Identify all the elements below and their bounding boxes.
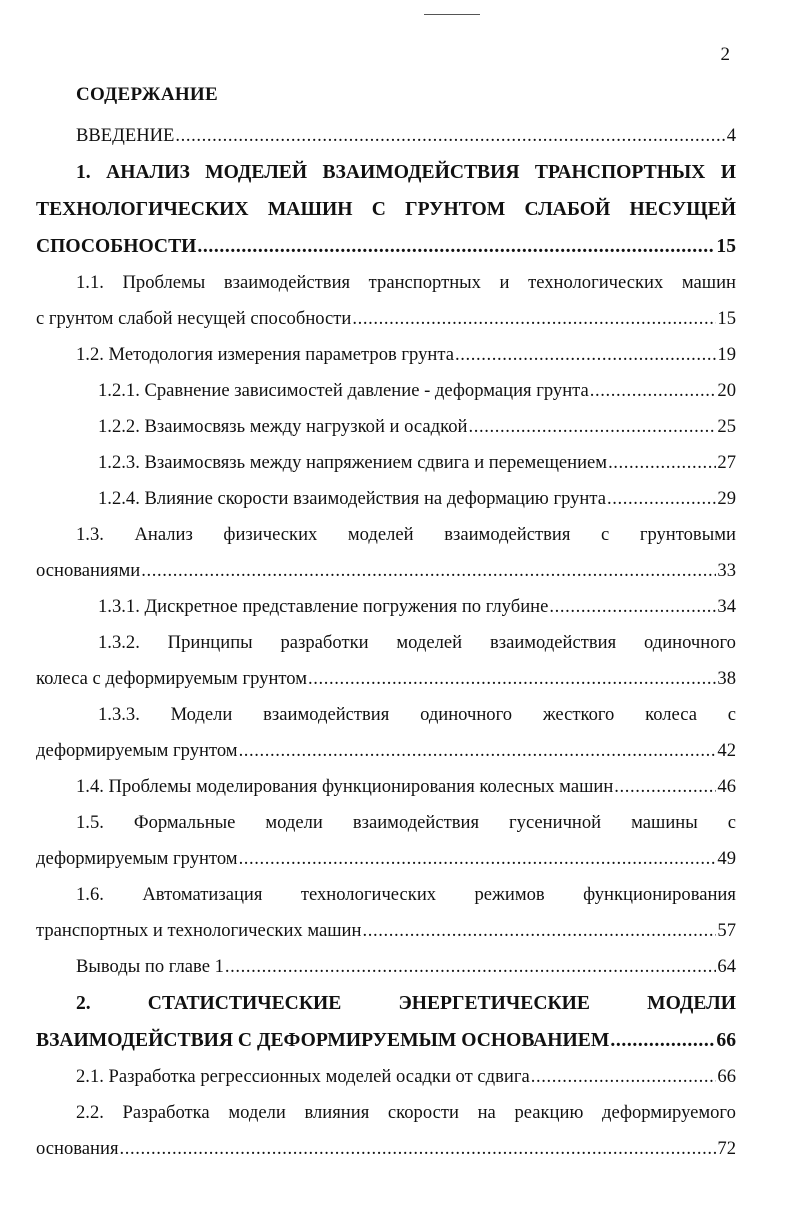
toc-text: 1.2.1. Сравнение зависимостей давление - деформация грунта	[98, 380, 589, 401]
toc-text: деформируемым грунтом	[36, 740, 238, 761]
toc-line	[36, 733, 736, 769]
toc-text: транспортных и технологических машин	[36, 920, 362, 941]
toc-line	[36, 1095, 736, 1131]
toc-entry-s1_3_1	[36, 589, 736, 625]
toc-text: взаимодействия	[223, 272, 351, 293]
toc-page-number: 64	[717, 956, 736, 977]
toc-entry-s1_3	[36, 517, 736, 589]
toc-text: с	[727, 812, 736, 833]
toc-page-number: 20	[717, 380, 736, 401]
toc-text: колеса	[645, 704, 697, 725]
toc-line	[36, 191, 736, 228]
toc-text: физических	[223, 524, 318, 545]
toc-page-number: 27	[717, 452, 736, 473]
toc-text: Выводы по главе 1	[76, 956, 224, 977]
toc-text: Разработка	[122, 1102, 210, 1123]
toc-entry-s1_2_2	[36, 409, 736, 445]
toc-text: СТАТИСТИЧЕСКИЕ	[147, 993, 342, 1014]
toc-entry-s2_1	[36, 1059, 736, 1095]
toc-line	[36, 877, 736, 913]
toc-entry-s1_1	[36, 265, 736, 337]
toc-text: с грунтом слабой несущей способности	[36, 308, 352, 329]
toc-page-number: 42	[717, 740, 736, 761]
dot-leader	[590, 373, 717, 409]
toc-text: МАШИН	[267, 199, 353, 220]
toc-line	[36, 805, 736, 841]
toc-text: Принципы	[167, 632, 253, 653]
toc-line	[36, 661, 736, 697]
dot-leader	[308, 661, 716, 697]
dot-leader	[120, 1131, 717, 1167]
toc-line	[36, 445, 736, 481]
toc-entry-s1_6	[36, 877, 736, 949]
toc-text: 1.6.	[76, 884, 104, 905]
toc-text: модели	[265, 812, 323, 833]
toc-text: 2.1. Разработка регрессионных моделей осадки от сдвига	[76, 1066, 530, 1087]
dot-leader	[197, 228, 715, 265]
dot-leader	[239, 841, 717, 877]
toc-text: С	[371, 199, 386, 220]
toc-text: МОДЕЛЕЙ	[205, 162, 308, 183]
toc-text: машин	[681, 272, 736, 293]
toc-text: ВВЕДЕНИЕ	[76, 125, 175, 146]
toc-entry-s1_3_3	[36, 697, 736, 769]
toc-page-number: 66	[717, 1066, 736, 1087]
toc-text: модели	[228, 1102, 286, 1123]
toc-text: с	[600, 524, 610, 545]
dot-leader	[531, 1059, 717, 1095]
toc-text: МОДЕЛИ	[647, 993, 736, 1014]
toc-line	[36, 697, 736, 733]
toc-text: Формальные	[133, 812, 236, 833]
toc-text: ВЗАИМОДЕЙСТВИЯ	[322, 162, 520, 183]
dot-leader	[608, 445, 716, 481]
toc-line	[36, 769, 736, 805]
toc-entry-concl1	[36, 949, 736, 985]
toc-page-number: 25	[717, 416, 736, 437]
toc-page-number: 19	[717, 344, 736, 365]
toc-text: СЛАБОЙ	[524, 199, 611, 220]
toc-text: СПОСОБНОСТИ	[36, 236, 197, 257]
toc-text: 1.2.4. Влияние скорости взаимодействия на деформацию грунта	[98, 488, 606, 509]
toc-text: гусеничной	[509, 812, 602, 833]
toc-text: 1.3.	[76, 524, 104, 545]
toc-text: с	[727, 704, 736, 725]
toc-text: грунтовыми	[639, 524, 736, 545]
toc-line	[36, 1059, 736, 1095]
toc-text: деформируемого	[602, 1102, 736, 1123]
dot-leader	[141, 553, 716, 589]
toc-line	[36, 553, 736, 589]
toc-page-number: 15	[717, 308, 736, 329]
dot-leader	[468, 409, 716, 445]
toc-text: 1.1.	[76, 272, 104, 293]
toc-text: моделей	[347, 524, 414, 545]
toc-text: ВЗАИМОДЕЙСТВИЯ С ДЕФОРМИРУЕМЫМ ОСНОВАНИЕМ	[36, 1030, 610, 1051]
dot-leader	[607, 481, 716, 517]
table-of-contents	[36, 118, 736, 1167]
dot-leader	[352, 301, 716, 337]
scan-artifact	[424, 14, 480, 15]
toc-text: АНАЛИЗ	[106, 162, 190, 183]
dot-leader	[455, 337, 716, 373]
toc-line	[36, 154, 736, 191]
toc-text: взаимодействия	[352, 812, 480, 833]
toc-text: разработки	[280, 632, 369, 653]
toc-text: Модели	[170, 704, 233, 725]
toc-line	[36, 985, 736, 1022]
toc-text: 1.4. Проблемы моделирования функционирования колесных машин	[76, 776, 614, 797]
toc-text: основаниями	[36, 560, 141, 581]
toc-text: и	[499, 272, 510, 293]
toc-entry-s2_2	[36, 1095, 736, 1167]
toc-text: Проблемы	[122, 272, 206, 293]
toc-text: Автоматизация	[142, 884, 263, 905]
toc-page-number: 34	[717, 596, 736, 617]
toc-text: технологических	[300, 884, 437, 905]
toc-line	[36, 949, 736, 985]
toc-text: на	[477, 1102, 496, 1123]
toc-line	[36, 625, 736, 661]
toc-entry-s1_3_2	[36, 625, 736, 697]
toc-line	[36, 913, 736, 949]
toc-entry-ch1	[36, 154, 736, 265]
toc-line	[36, 841, 736, 877]
dot-leader	[239, 733, 717, 769]
toc-text: взаимодействия	[444, 524, 571, 545]
toc-text: взаимодействия	[489, 632, 617, 653]
toc-text: 1.	[76, 162, 91, 183]
toc-text: влияния	[304, 1102, 370, 1123]
toc-line	[36, 301, 736, 337]
dot-leader	[614, 769, 716, 805]
toc-line	[36, 409, 736, 445]
toc-page-number: 46	[717, 776, 736, 797]
toc-text: 1.2.2. Взаимосвязь между нагрузкой и осадкой	[98, 416, 468, 437]
toc-entry-s1_2_3	[36, 445, 736, 481]
toc-text: Анализ	[134, 524, 193, 545]
toc-page-number: 33	[717, 560, 736, 581]
toc-entry-vved	[36, 118, 736, 154]
page-number: 2	[720, 44, 730, 65]
toc-page-number: 72	[717, 1138, 736, 1159]
toc-entry-s1_2_1	[36, 373, 736, 409]
toc-text: 2.2.	[76, 1102, 104, 1123]
toc-page-number: 49	[717, 848, 736, 869]
toc-text: 1.3.1. Дискретное представление погружения по глубине	[98, 596, 549, 617]
toc-line	[36, 517, 736, 553]
dot-leader	[610, 1022, 715, 1059]
toc-text: ГРУНТОМ	[405, 199, 506, 220]
toc-text: одиночного	[643, 632, 736, 653]
dot-leader	[175, 118, 725, 154]
toc-entry-ch2	[36, 985, 736, 1059]
toc-text: колеса с деформируемым грунтом	[36, 668, 307, 689]
toc-line	[36, 337, 736, 373]
toc-entry-s1_2_4	[36, 481, 736, 517]
toc-text: 1.2.3. Взаимосвязь между напряжением сдвига и перемещением	[98, 452, 608, 473]
toc-text: ТРАНСПОРТНЫХ	[534, 162, 706, 183]
toc-entry-s1_5	[36, 805, 736, 877]
toc-page-number: 66	[716, 1030, 736, 1051]
toc-text: 2.	[76, 993, 91, 1014]
toc-text: ЭНЕРГЕТИЧЕСКИЕ	[398, 993, 590, 1014]
toc-line	[36, 589, 736, 625]
toc-text: 1.2. Методология измерения параметров грунта	[76, 344, 454, 365]
dot-leader	[362, 913, 716, 949]
toc-line	[36, 1022, 736, 1059]
toc-text: НЕСУЩЕЙ	[629, 199, 736, 220]
dot-leader	[549, 589, 716, 625]
toc-text: ТЕХНОЛОГИЧЕСКИХ	[36, 199, 249, 220]
toc-text: одиночного	[420, 704, 513, 725]
toc-text: жесткого	[542, 704, 615, 725]
toc-line	[36, 118, 736, 154]
toc-text: транспортных	[368, 272, 481, 293]
toc-line	[36, 228, 736, 265]
toc-text: взаимодействия	[263, 704, 390, 725]
toc-page-number: 29	[717, 488, 736, 509]
toc-text: 1.3.2.	[98, 632, 140, 653]
toc-text: скорости	[387, 1102, 459, 1123]
toc-page-number: 4	[726, 125, 736, 146]
toc-text: машины	[631, 812, 698, 833]
toc-entry-s1_4	[36, 769, 736, 805]
toc-text: режимов	[474, 884, 545, 905]
toc-line	[36, 1131, 736, 1167]
toc-text: деформируемым грунтом	[36, 848, 238, 869]
toc-line	[36, 265, 736, 301]
toc-page-number: 15	[716, 236, 736, 257]
toc-page-number: 57	[717, 920, 736, 941]
toc-text: основания	[36, 1138, 119, 1159]
toc-title: СОДЕРЖАНИЕ	[76, 84, 218, 105]
toc-line	[36, 481, 736, 517]
toc-text: функционирования	[583, 884, 736, 905]
toc-text: 1.5.	[76, 812, 104, 833]
toc-text: И	[720, 162, 736, 183]
toc-text: реакцию	[514, 1102, 584, 1123]
toc-entry-s1_2	[36, 337, 736, 373]
toc-text: моделей	[396, 632, 463, 653]
toc-text: 1.3.3.	[98, 704, 140, 725]
dot-leader	[225, 949, 717, 985]
toc-page-number: 38	[717, 668, 736, 689]
toc-line	[36, 373, 736, 409]
toc-text: технологических	[528, 272, 664, 293]
